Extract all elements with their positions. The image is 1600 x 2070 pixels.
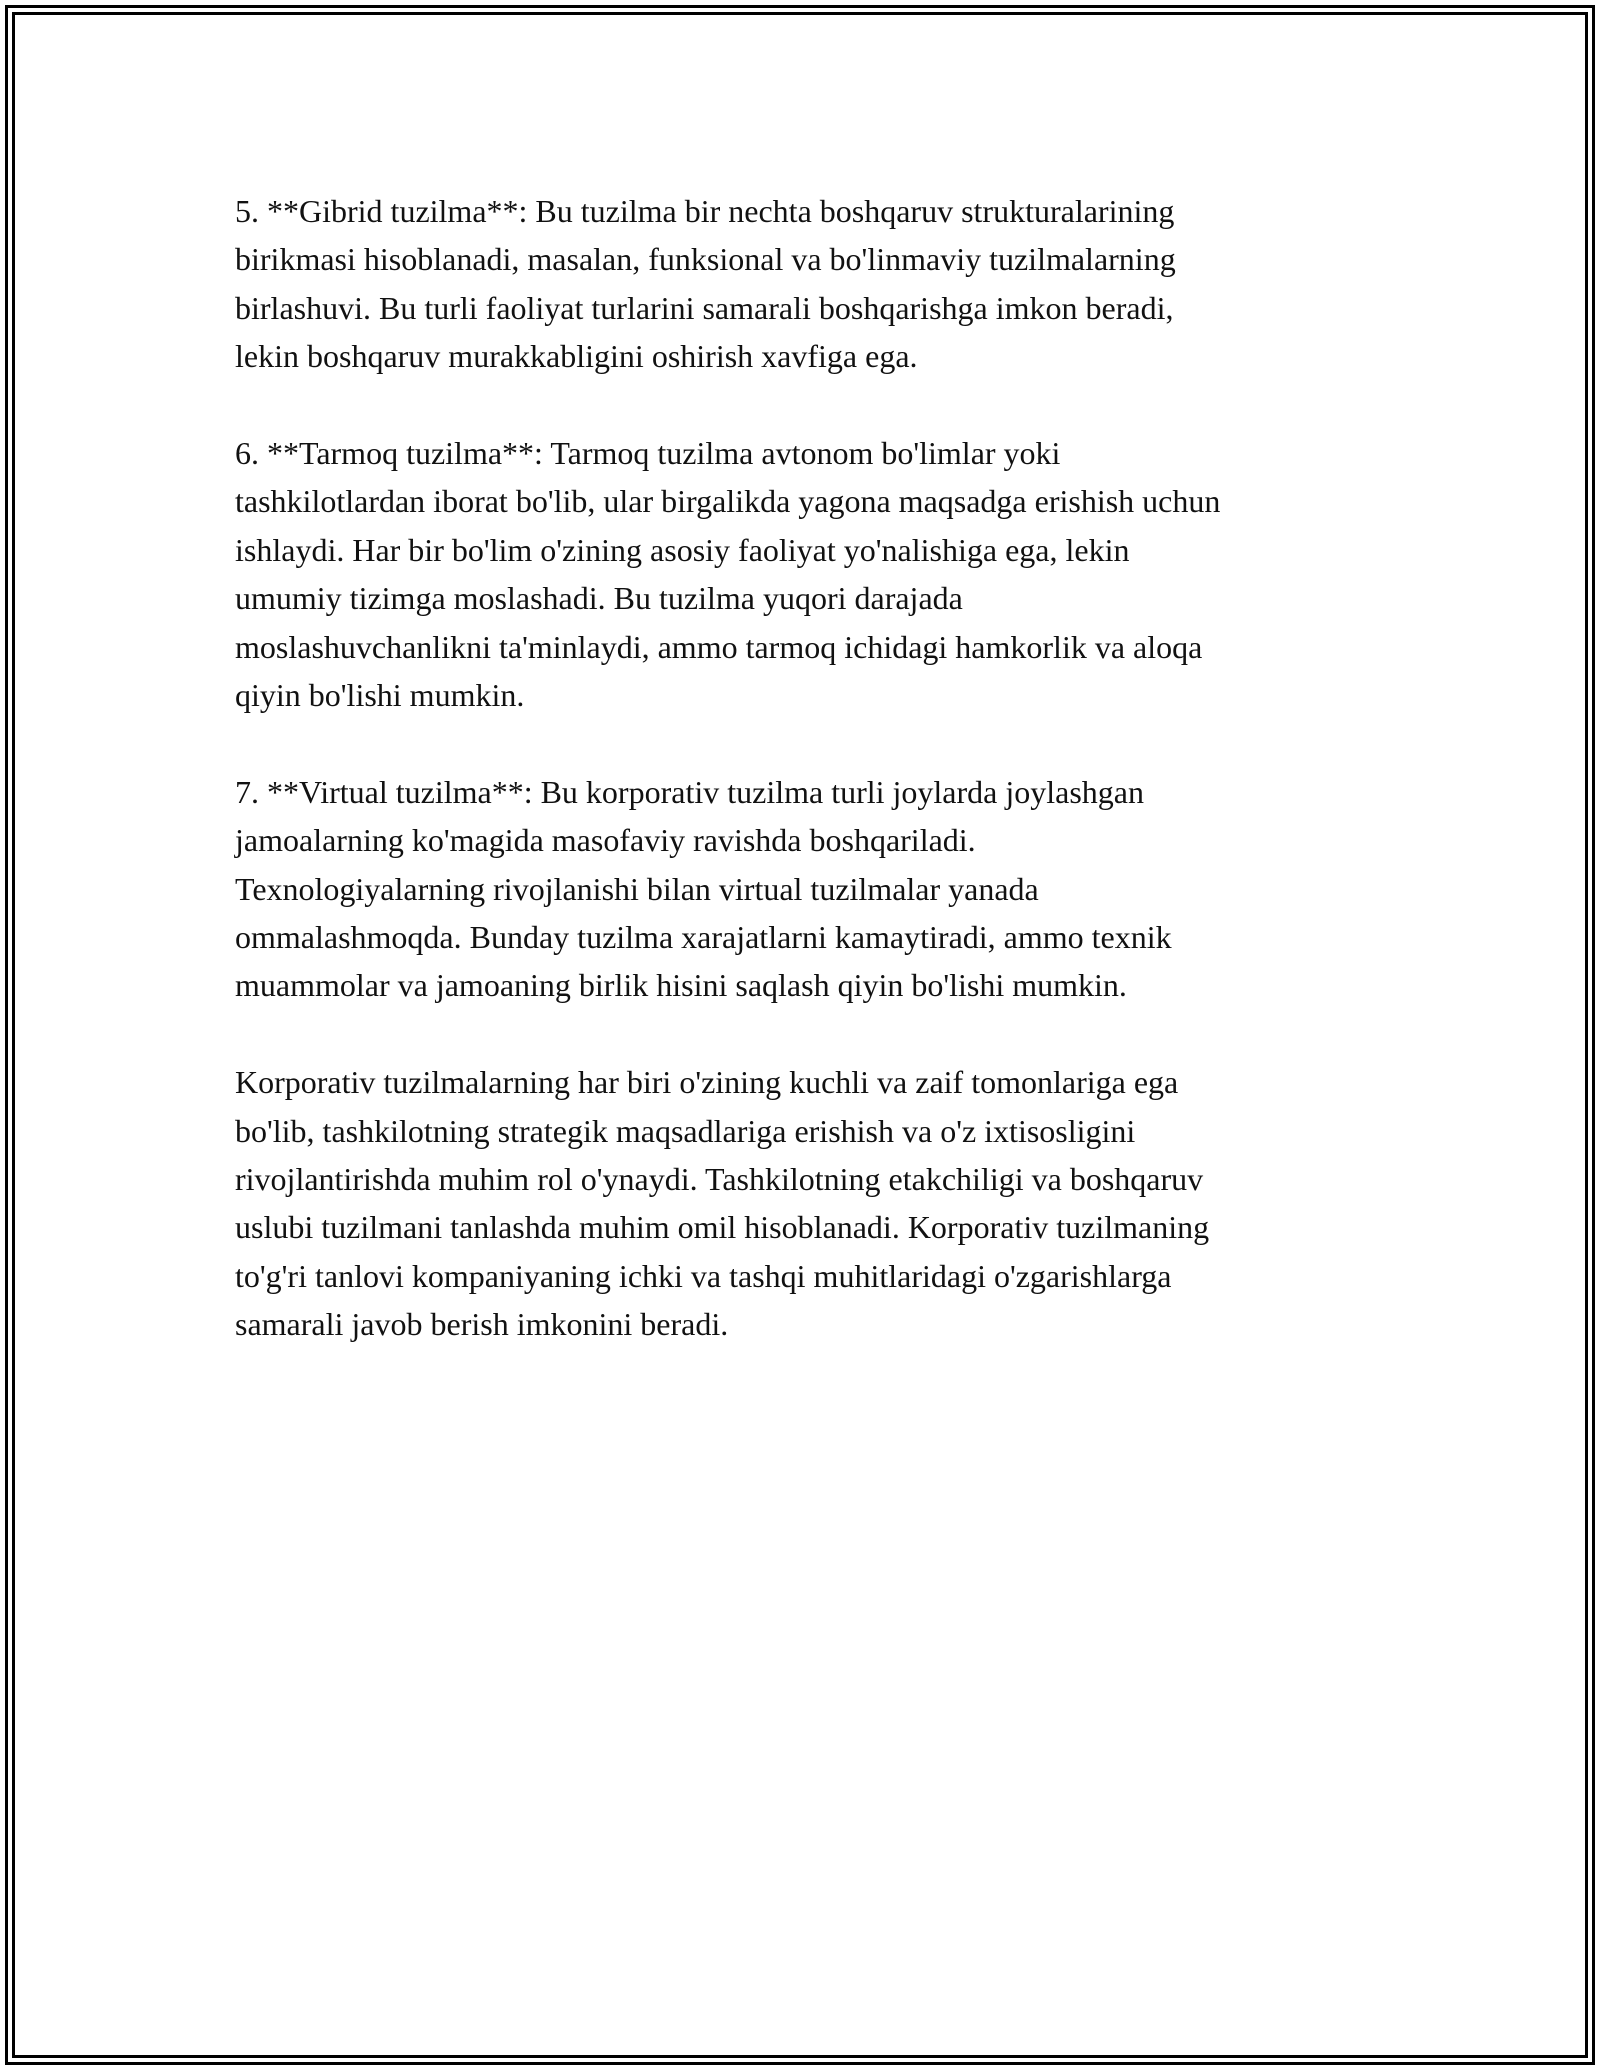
paragraph-conclusion xyxy=(235,1058,1385,1348)
text-line: 5. **Gibrid tuzilma**: Bu tuzilma bir nechta boshqaruv strukturalarining xyxy=(235,193,1175,229)
text-line: uslubi tuzilmani tanlashda muhim omil hisoblanadi. Korporativ tuzilmaning xyxy=(235,1209,1210,1246)
text-line: ommalashmoqda. Bunday tuzilma xarajatlarni kamaytiradi, ammo texnik xyxy=(235,919,1172,956)
text-line: qiyin bo'lishi mumkin. xyxy=(235,677,525,714)
text-line: Korporativ tuzilmalarning har biri o'zining kuchli va zaif tomonlariga ega xyxy=(235,1064,1179,1101)
text-line: bo'lib, tashkilotning strategik maqsadlariga erishish va o'z ixtisosligini xyxy=(235,1112,1136,1149)
paragraph-gibrid-tuzilma xyxy=(235,187,1385,381)
text-line: lekin boshqaruv murakkabligini oshirish xavfiga ega. xyxy=(235,338,918,375)
text-line: samarali javob berish imkonini beradi. xyxy=(235,1306,729,1343)
text-line: moslashuvchanlikni ta'minlaydi, ammo tarmoq ichidagi hamkorlik va aloqa xyxy=(235,628,1203,665)
document-body xyxy=(235,187,1385,1397)
text-line: ishlaydi. Har bir bo'lim o'zining asosiy faoliyat yo'nalishiga ega, lekin xyxy=(235,531,1130,568)
paragraph-virtual-tuzilma xyxy=(235,768,1385,1010)
paragraph-tarmoq-tuzilma xyxy=(235,429,1385,719)
text-line: Texnologiyalarning rivojlanishi bilan virtual tuzilmalar yanada xyxy=(235,870,1039,907)
text-line: 7. **Virtual tuzilma**: Bu korporativ tuzilma turli joylarda joylashgan xyxy=(235,773,1144,810)
text-line: birlashuvi. Bu turli faoliyat turlarini samarali boshqarishga imkon beradi, xyxy=(235,289,1174,326)
text-line: muammolar va jamoaning birlik hisini saqlash qiyin bo'lishi mumkin. xyxy=(235,967,1127,1004)
text-line: tashkilotlardan iborat bo'lib, ular birgalikda yagona maqsadga erishish uchun xyxy=(235,483,1221,520)
text-line: rivojlantirishda muhim rol o'ynaydi. Tashkilotning etakchiligi va boshqaruv xyxy=(235,1161,1204,1198)
text-line: birikmasi hisoblanadi, masalan, funksional va bo'linmaviy tuzilmalarning xyxy=(235,241,1176,278)
text-line: umumiy tizimga moslashadi. Bu tuzilma yuqori darajada xyxy=(235,580,963,617)
text-line: jamoalarning ko'magida masofaviy ravishda boshqariladi. xyxy=(235,822,976,859)
text-line: to'g'ri tanlovi kompaniyaning ichki va tashqi muhitlaridagi o'zgarishlarga xyxy=(235,1257,1172,1294)
text-line: 6. **Tarmoq tuzilma**: Tarmoq tuzilma avtonom bo'limlar yoki xyxy=(235,435,1061,472)
